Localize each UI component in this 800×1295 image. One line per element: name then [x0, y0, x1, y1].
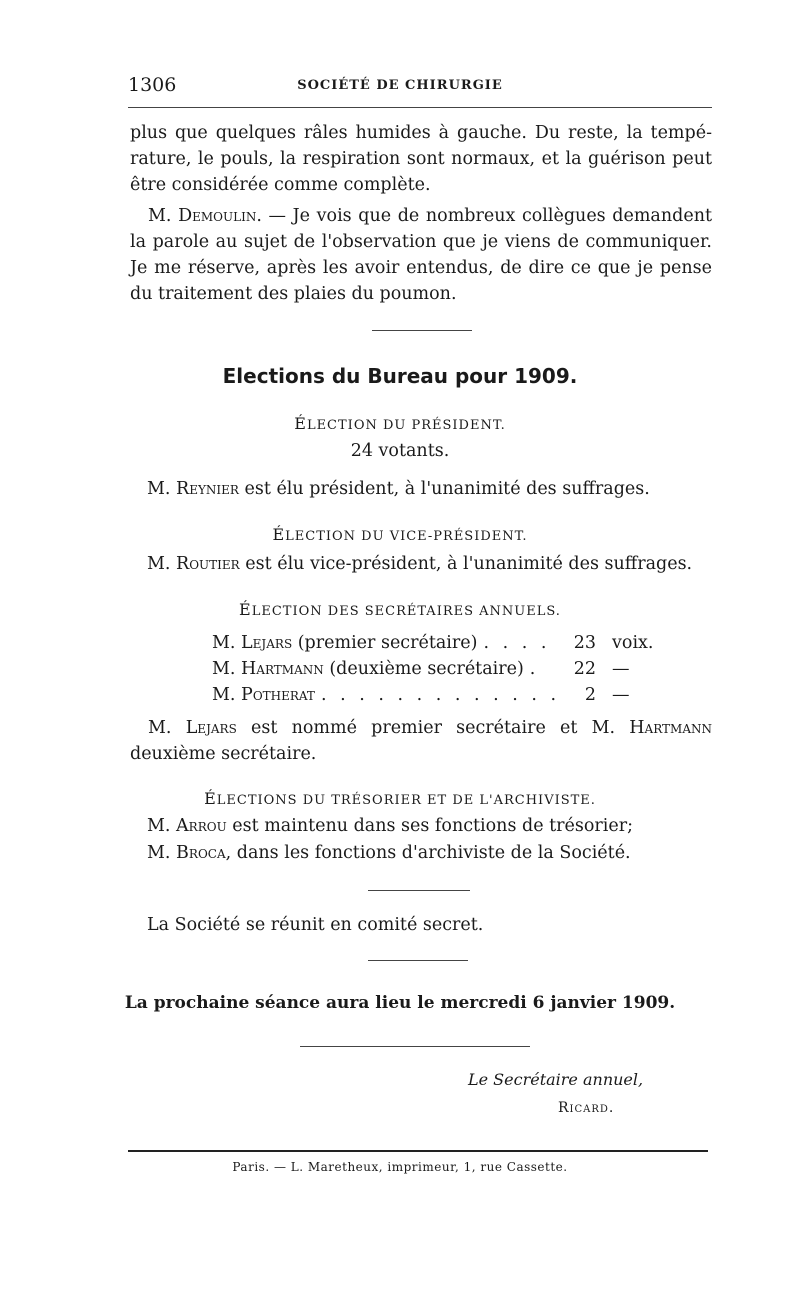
person-name: Hartmann [629, 718, 713, 738]
demoulin-paragraph [130, 203, 712, 307]
text-fragment: M. [212, 685, 242, 705]
person-name: Potherat [241, 685, 315, 705]
text-fragment: M. [147, 816, 177, 836]
archivist-line [147, 843, 631, 863]
person-name: Hartmann [241, 659, 324, 679]
person-name: Broca [176, 843, 226, 863]
text-fragment: , dans les fonctions d'archiviste de la Société. [225, 843, 631, 863]
printer-imprint: Paris. — L. Maretheux, imprimeur, 1, rue Cassette. [232, 1160, 568, 1174]
leader-dots: . [529, 659, 540, 679]
table-row [212, 682, 653, 708]
votes-cell: 23 [573, 633, 597, 653]
heading-initial: É [239, 600, 252, 619]
heading-text: LECTION DU PRÉSIDENT. [306, 418, 506, 433]
text-line: plus que quelques râles humides à gauche. Du reste, la tempé- [130, 123, 712, 143]
text-fragment: est élu président, à l'unanimité des suffrages. [238, 479, 650, 499]
running-title: SOCIÉTÉ DE CHIRURGIE [297, 78, 503, 93]
heading-initial: É [204, 789, 217, 808]
leader-dots: . . . . [483, 633, 551, 653]
text-fragment: (premier secrétaire) [292, 633, 478, 653]
separator-rule [368, 890, 470, 891]
separator-rule [300, 1046, 530, 1047]
text-line: la parole au sujet de l'observation que je viens de communiquer. [130, 232, 712, 252]
opening-paragraph [130, 120, 712, 198]
table-row [212, 656, 653, 682]
text-fragment: . — Je vois que de nombreux collègues demandent [256, 206, 712, 226]
votes-count: 24 votants. [350, 441, 450, 461]
heading-initial: É [294, 414, 307, 433]
text-fragment: M. [147, 554, 177, 574]
unit-cell: — [612, 685, 630, 705]
vice-president-heading [0, 525, 800, 544]
text-line [130, 715, 712, 741]
president-result [147, 479, 650, 499]
text-line: du traitement des plaies du poumon. [130, 284, 457, 304]
separator-rule [368, 960, 468, 961]
person-name: Reynier [176, 479, 239, 499]
person-name: Routier [176, 554, 240, 574]
text-line: Je me réserve, après les avoir entendus, de dire ce que je pense [130, 258, 712, 278]
president-heading [0, 414, 800, 433]
treasurer-heading [0, 789, 800, 808]
secretaries-heading [0, 600, 800, 619]
leader-dots: . . . . . . . . . . . . . [320, 685, 561, 705]
text-fragment: M. [148, 718, 186, 738]
votes-cell: 22 [573, 659, 597, 679]
candidate-cell [212, 656, 560, 682]
signature-name: Ricard. [558, 1100, 615, 1116]
speaker-name: Demoulin [178, 206, 257, 226]
unit-cell: — [612, 659, 630, 679]
text-fragment: M. [212, 633, 242, 653]
signature-role: Le Secrétaire annuel, [468, 1070, 644, 1089]
text-fragment: est élu vice-président, à l'unanimité des suffrages. [239, 554, 693, 574]
text-line [130, 203, 712, 229]
header-rule [128, 107, 712, 108]
secretaries-result [130, 715, 712, 767]
heading-text: LECTION DES SECRÉTAIRES ANNUELS. [251, 604, 561, 619]
text-line: rature, le pouls, la respiration sont normaux, et la guérison peut [130, 149, 712, 169]
section-title: Elections du Bureau pour 1909. [222, 364, 578, 388]
text-fragment: M. [147, 843, 177, 863]
heading-text: LECTION DU VICE-PRÉSIDENT. [285, 529, 528, 544]
footer-rule [128, 1150, 708, 1152]
person-name: Lejars [241, 633, 293, 653]
page-number: 1306 [128, 74, 177, 96]
secretaries-table [212, 630, 653, 708]
speaker-prefix: M. [148, 206, 179, 226]
person-name: Arrou [176, 816, 227, 836]
heading-initial: É [272, 525, 286, 544]
secret-committee: La Société se réunit en comité secret. [147, 915, 484, 935]
text-line: être considérée comme complète. [130, 175, 431, 195]
treasurer-line [147, 816, 633, 836]
unit-cell: voix. [612, 633, 654, 653]
next-session-notice: La prochaine séance aura lieu le mercredi 6 janvier 1909. [124, 993, 676, 1013]
vice-president-result [147, 554, 692, 574]
text-fragment: est maintenu dans ses fonctions de trésorier; [226, 816, 633, 836]
text-fragment: M. [147, 479, 177, 499]
text-fragment: M. [212, 659, 242, 679]
table-row [212, 630, 653, 656]
candidate-cell [212, 630, 560, 656]
votes-cell: 2 [584, 685, 597, 705]
heading-text: LECTIONS DU TRÉSORIER ET DE L'ARCHIVISTE. [216, 793, 596, 808]
separator-rule [372, 330, 472, 331]
person-name: Lejars [185, 718, 237, 738]
text-fragment: (deuxième secrétaire) [323, 659, 524, 679]
candidate-cell [212, 682, 560, 708]
text-line: deuxième secrétaire. [130, 744, 317, 764]
text-fragment: est nommé premier secrétaire et M. [236, 718, 630, 738]
